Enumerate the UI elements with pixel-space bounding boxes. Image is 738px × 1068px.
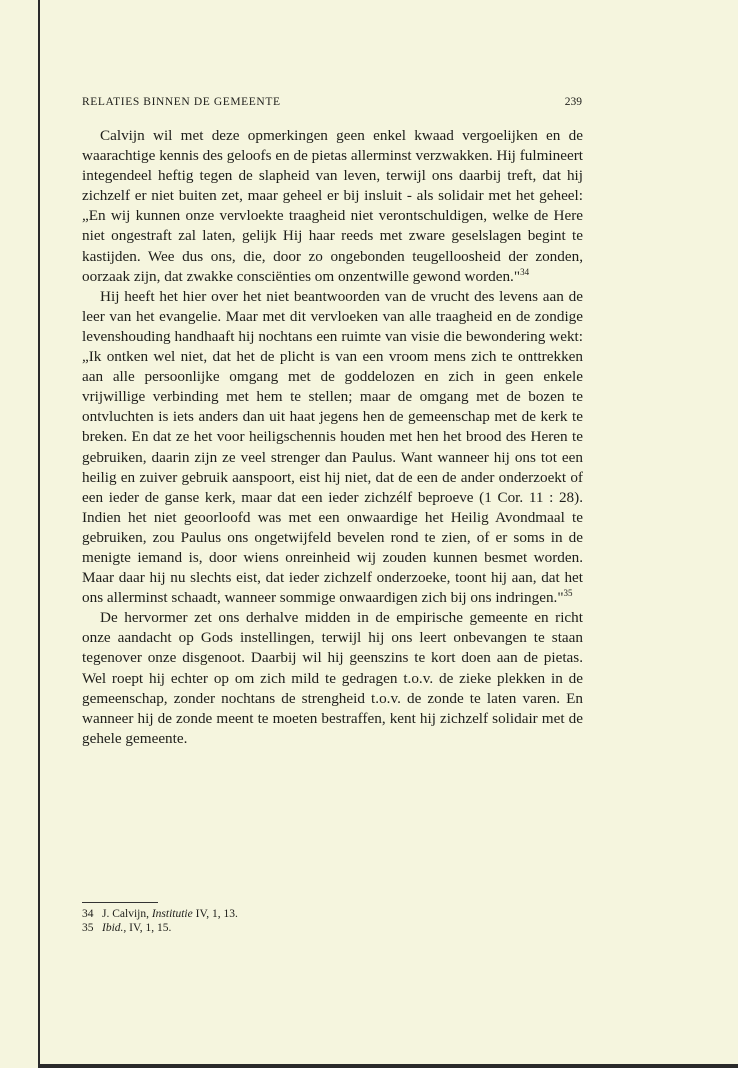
footnote-title: Ibid., <box>102 922 127 934</box>
scan-edge-bottom <box>38 1064 738 1068</box>
footnotes <box>82 907 482 935</box>
footnote-title: Institutie <box>151 908 193 920</box>
footnote-number: 34 <box>82 908 94 920</box>
footnote <box>82 907 482 921</box>
footnote-locator: IV, 1, 13. <box>192 908 238 920</box>
scan-edge-left <box>38 0 40 1068</box>
paragraph-text: De hervormer zet ons derhalve midden in de empirische gemeente en richt onze aandacht op Gods instellingen, terwijl hij ons leert onbevangen te staan tegenover onze disgenoot. Daarbij wil hij geenszins te kort doen aan de pietas. Wel roept hij echter op om zich mild te gedragen t.o.v. de zieke plekken in de gemeenschap, zonder nochtans de strengheid t.o.v. de zonde te laten varen. En wanneer hij de zonde meent te moeten bestraffen, kent hij zichzelf solidair met de gehele gemeente. <box>82 609 583 747</box>
footnote-reference: 34 <box>520 266 530 277</box>
footnote-reference: 35 <box>563 588 573 599</box>
paragraph-text: Calvijn wil met deze opmerkingen geen enkel kwaad vergoelijken en de waarachtige kennis des geloofs en de pietas allerminst verzwakken. Hij fulmineert integendeel heftig tegen de slapheid van leven, terwijl ons daarbij treft, dat hij zichzelf er niet buiten zet, maar geheel er bij insluit - als solidair met het geheel: „En wij kunnen onze vervloekte traagheid niet verontschuldigen, welke de Here niet ongestraft zal laten, gelijk Hij haar reeds met zware geselslagen begint te kastijden. Wee dus ons, die, door zo ongebonden teugelloosheid der zonden, oorzaak zijn, dat zwakke consciënties om onzentwille gewond worden." <box>82 127 583 285</box>
page-number: 239 <box>564 96 582 108</box>
footnote <box>82 921 482 935</box>
paragraph <box>82 287 583 609</box>
paragraph <box>82 608 583 749</box>
footnote-text: J. Calvijn, <box>102 908 152 920</box>
body-text <box>82 126 583 749</box>
footnote-number: 35 <box>82 922 94 934</box>
paragraph-text: Hij heeft het hier over het niet beantwoorden van de vrucht des levens aan de leer van het evangelie. Maar met dit vervloeken van alle traagheid en de zondige levenshouding handhaaft hij nochtans een ruimte van visie die bewondering wekt: „Ik ontken wel niet, dat het de plicht is van een vroom mens zich te onttrekken aan alle persoonlijke omgang met de goddelozen en zich in geen enkele vrijwillige verbinding met hem te stellen; maar de omgang met de bozen te ontvluchten is iets anders dan uit haat jegens hen de gemeenschap met de kerk te breken. En dat ze het voor heiligschennis houden met hen het brood des Heren te gebruiken, daarin zijn ze veel strenger dan Paulus. Want wanneer hij ons tot een heilig en zuiver gebruik aanspoort, eist hij niet, dat de een de ander onderzoekt of een ieder de ganse kerk, maar dat een ieder zichzélf beproeve (1 Cor. 11 : 28). Indien het niet geoorloofd was met een onwaardige het Heilig Avondmaal te gebruiken, zou Paulus ons ongetwijfeld bevelen rond te zien, of er soms in de menigte iemand is, door wiens onreinheid wij zouden kunnen besmet worden. Maar daar hij nu slechts eist, dat ieder zichzelf onderzoeke, toont hij aan, dat het ons allerminst schaadt, wanneer sommige onwaardigen zich bij ons indringen." <box>82 287 583 607</box>
footnote-locator: IV, 1, 15. <box>126 922 172 934</box>
footnote-rule <box>82 902 158 903</box>
paragraph <box>82 126 583 287</box>
running-head: RELATIES BINNEN DE GEMEENTE <box>82 96 281 108</box>
